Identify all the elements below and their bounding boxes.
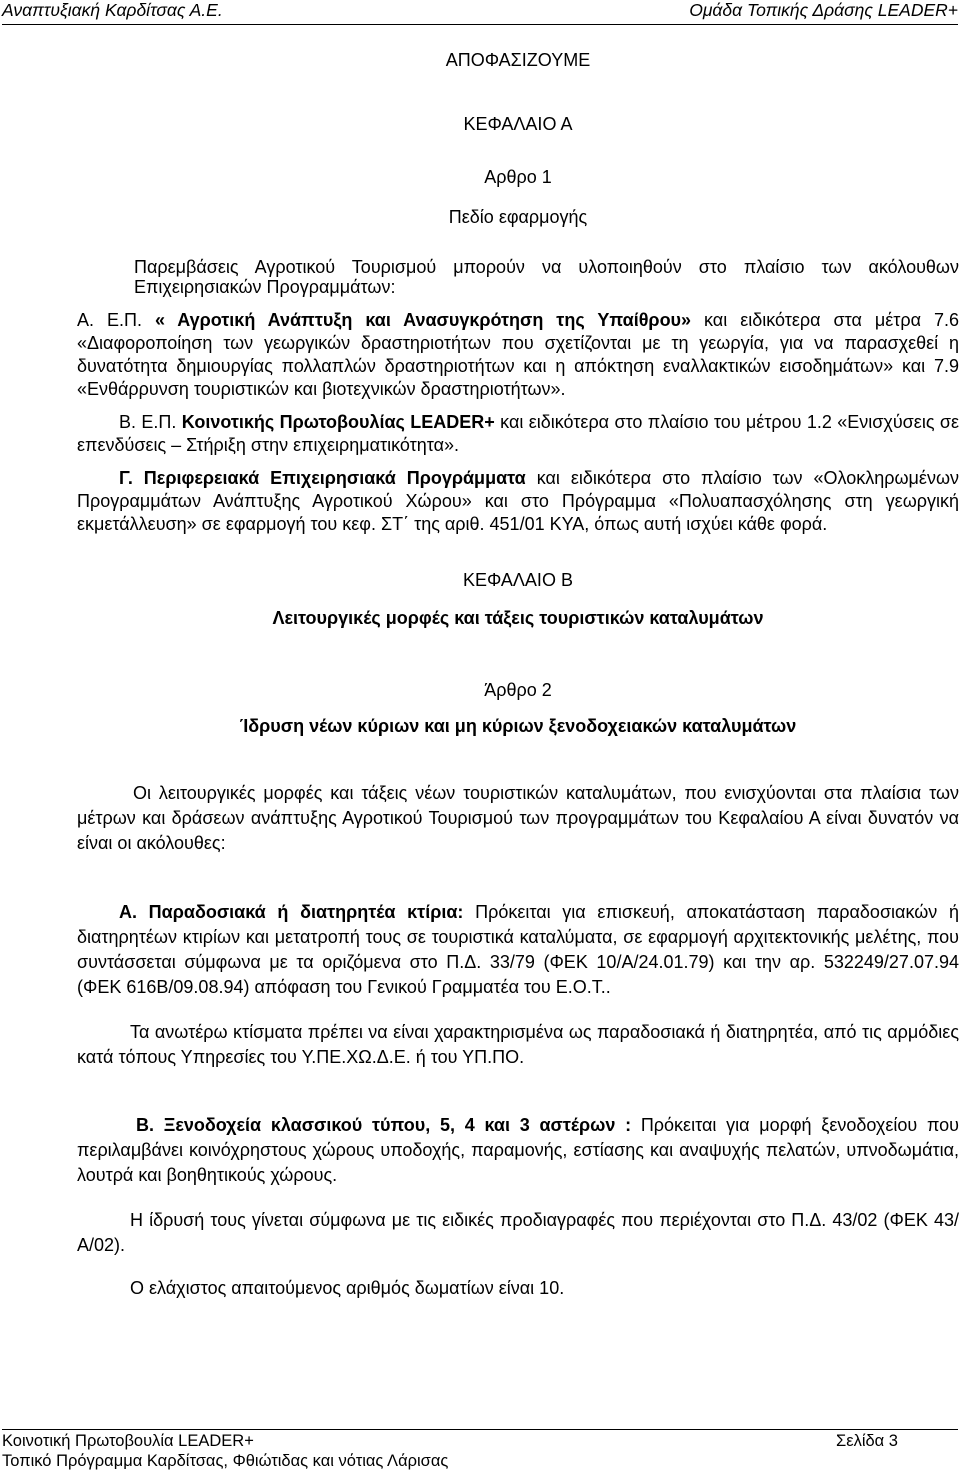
item-c-bold: Γ. Περιφερειακά Επιχειρησιακά Προγράμματα (119, 468, 526, 488)
program-item-a (77, 309, 959, 401)
item-a-bold: « Αγροτική Ανάπτυξη και Ανασυγκρότηση της Υπαίθρου» (154, 310, 692, 330)
chapter-b-intro: Οι λειτουργικές μορφές και τάξεις νέων τουριστικών καταλυμάτων, που ενισχύονται στα πλαίσια των μέτρων και δράσεων ανάπτυξης Αγροτικού Τουρισμού των προγραμμάτων του Κεφαλαίου Α είναι δυνατόν να είναι οι ακόλουθες: (77, 783, 959, 853)
page-number: Σελίδα 3 (836, 1432, 898, 1450)
min-rooms-text: Ο ελάχιστος απαιτούμενος αριθμός δωματίων είναι 10. (130, 1278, 565, 1298)
accommodation-item-a (77, 900, 959, 1000)
accommodation-item-b-note: Η ίδρυσή τους γίνεται σύμφωνα με τις ειδικές προδιαγραφές που περιέχονται στο Π.Δ. 43/02 (ΦΕΚ 43/Α/02). (77, 1210, 959, 1255)
chapter-a-title: ΚΕΦΑΛΑΙΟ Α (463, 114, 573, 134)
article-2-title: Άρθρο 2 (484, 680, 552, 700)
footer-local-program: Τοπικό Πρόγραμμα Καρδίτσας, Φθιώτιδας και νότιας Λάρισας (2, 1452, 449, 1470)
article-1-subtitle: Πεδίο εφαρμογής (448, 207, 588, 227)
program-item-c (77, 467, 959, 536)
chapter-a-intro: Παρεμβάσεις Αγροτικού Τουρισμού μπορούν να υλοποιηθούν στο πλαίσιο των ακόλουθων Επιχειρησιακών Προγραμμάτων: (134, 257, 959, 297)
item-b-bold: Κοινοτικής Πρωτοβουλίας LEADER+ (181, 412, 495, 432)
header-left-text: Αναπτυξιακή Καρδίτσας Α.Ε. (2, 0, 223, 20)
accommodation-item-a-note: Τα ανωτέρω κτίσματα πρέπει να είναι χαρακτηρισμένα ως παραδοσιακά ή διατηρητέα, από τις αρμόδιες κατά τόπους Υπηρεσίες του Υ.ΠΕ.ΧΩ.Δ.Ε. ή του ΥΠ.ΠΟ. (77, 1022, 959, 1067)
footer-program-name: Κοινοτική Πρωτοβουλία LEADER+ (2, 1432, 254, 1450)
acc-b-text: Πρόκειται για μορφή ξενοδοχείου που περιλαμβάνει κοινόχρηστους χώρους υποδοχής, παραμονής, εστίασης και αναψυχής πελατών, υπνοδωμάτια, λουτρά και βοηθητικούς χώρους. (77, 1115, 959, 1185)
page-header (2, 0, 958, 25)
acc-b-bold: Β. Ξενοδοχεία κλασσικού τύπου, 5, 4 και 3 αστέρων : (136, 1115, 632, 1135)
decision-heading: ΑΠΟΦΑΣΙΖΟΥΜΕ (445, 50, 591, 70)
item-b-prefix: Β. Ε.Π. (119, 412, 177, 432)
item-a-text: και ειδικότερα στα μέτρα 7.6 «Διαφοροποίηση των γεωργικών δραστηριοτήτων που σχετίζονται με τη γεωργία, για να παρασχεθεί η δυνατότητα δημιουργίας πολλαπλών δραστηριοτήτων και η απόκτηση εναλλακτικών εισοδημάτων» και 7.9 «Ενθάρρυνση τουριστικών και βιοτεχνικών δραστηριοτήτων». (77, 310, 960, 399)
page-footer (2, 1429, 958, 1471)
article-1-title: Αρθρο 1 (484, 167, 552, 187)
acc-a-bold: Α. Παραδοσιακά ή διατηρητέα κτίρια: (119, 902, 464, 922)
item-b-text: και ειδικότερα στο πλαίσιο του μέτρου 1.2 «Ενισχύσεις σε επενδύσεις – Στήριξη στην επιχειρηματικότητα». (77, 412, 959, 455)
document-body (77, 40, 959, 1298)
item-c-text: και ειδικότερα στο πλαίσιο των «Ολοκληρωμένων Προγραμμάτων Ανάπτυξης Αγροτικού Χώρου» και στο Πρόγραμμα «Πολυαπασχόλησης στη γεωργική εκμετάλλευση» σε εφαρμογή του κεφ. ΣΤ΄ της αριθ. 451/01 ΚΥΑ, όπως αυτή ισχύει κάθε φορά. (77, 468, 959, 534)
header-right-text: Ομάδα Τοπικής Δράσης LEADER+ (689, 0, 958, 20)
accommodation-item-b (77, 1113, 959, 1188)
program-item-b (77, 411, 959, 457)
article-2-subtitle: Ίδρυση νέων κύριων και μη κύριων ξενοδοχειακών καταλυμάτων (239, 716, 797, 736)
chapter-b-subtitle: Λειτουργικές μορφές και τάξεις τουριστικών καταλυμάτων (272, 608, 764, 628)
acc-a-text: Πρόκειται για επισκευή, αποκατάσταση παραδοσιακών ή διατηρητέων κτιρίων και μετατροπή τους σε τουριστικά καταλύματα, σε εφαρμογή αρχιτεκτονικής μελέτης, που συντάσσεται σύμφωνα με τα οριζόμενα στο Π.Δ. 33/79 (ΦΕΚ 10/Α/24.01.79) και την αρ. 532249/27.07.94 (ΦΕΚ 616Β/09.08.94) απόφαση του Γενικού Γραμματέα του Ε.Ο.Τ.. (77, 902, 959, 997)
chapter-b-title: ΚΕΦΑΛΑΙΟ Β (463, 570, 573, 590)
item-a-prefix: Α. Ε.Π. (77, 310, 142, 330)
